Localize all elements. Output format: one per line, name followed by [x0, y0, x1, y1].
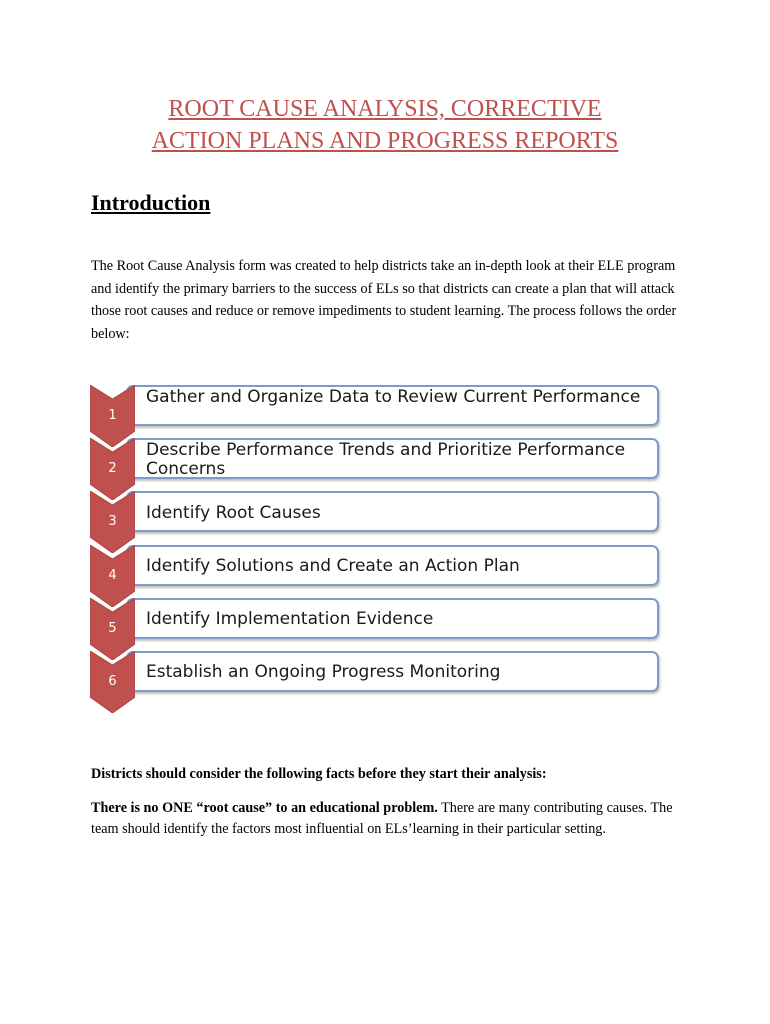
step-label-3: Identify Root Causes — [146, 503, 321, 523]
step-number-4: 4 — [108, 568, 117, 583]
page-title — [60, 93, 710, 157]
step-label-6: Establish an Ongoing Progress Monitoring — [146, 662, 501, 682]
step-number-2: 2 — [108, 461, 117, 476]
step-number-5: 5 — [108, 621, 117, 636]
intro-paragraph: The Root Cause Analysis form was created to help districts take an in-depth look at their ELE program and identify the primary barriers to the success of ELs so that districts can create a plan that will attack those root causes and reduce or remove impediments to student learning. The process follows the order below: — [91, 258, 677, 342]
step-label-4: Identify Solutions and Create an Action Plan — [146, 556, 520, 576]
step-number-6: 6 — [108, 674, 117, 689]
fact-paragraph — [91, 798, 681, 840]
fact-bold-text: There is no ONE “root cause” to an educational problem. — [91, 800, 438, 816]
step-label-2: Describe Performance Trends and Prioritize Performance Concerns — [146, 440, 626, 479]
step-number-1: 1 — [108, 408, 117, 423]
step-label-5: Identify Implementation Evidence — [146, 609, 434, 629]
section-heading-introduction: Introduction — [91, 190, 211, 215]
facts-heading: Districts should consider the following facts before they start their analysis: — [91, 766, 547, 782]
step-number-3: 3 — [108, 514, 117, 529]
title-line-2: ACTION PLANS AND PROGRESS REPORTS — [151, 128, 619, 154]
fact-body-text: There are many contributing causes. The team should identify the factors most influential on ELs’learning in their particular setting. — [91, 800, 673, 837]
step-label-1: Gather and Organize Data to Review Current Performance — [146, 387, 641, 407]
title-line-1: ROOT CAUSE ANALYSIS, CORRECTIVE — [168, 96, 602, 122]
